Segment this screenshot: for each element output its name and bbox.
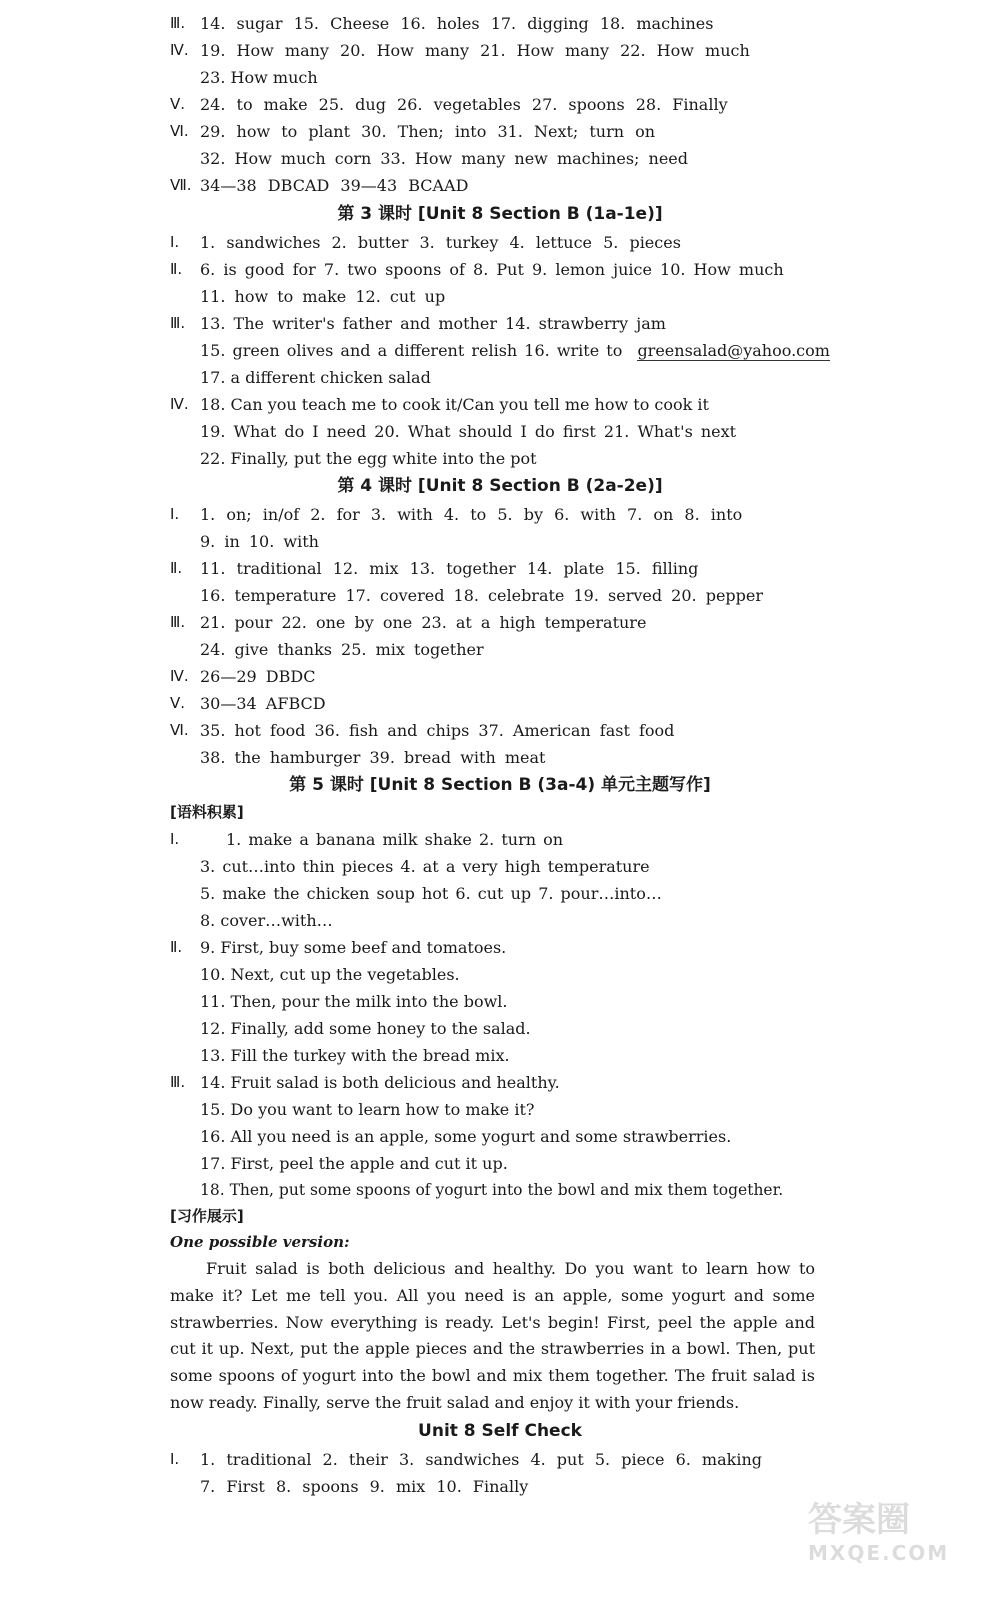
- answer-text: 9. in 10. with: [200, 532, 319, 551]
- answer-row: [0, 1015, 1000, 1042]
- answer-text: 23. How much: [200, 68, 318, 87]
- answer-text: [200, 337, 838, 364]
- answer-text: 18. Then, put some spoons of yogurt into the bowl and mix them together.: [200, 1181, 784, 1199]
- lesson-3-heading: 第 3 课时 [Unit 8 Section B (1a-1e)]: [337, 204, 663, 224]
- answer-text: 1. traditional 2. their 3. sandwiches 4. put 5. piece 6. making: [200, 1450, 762, 1469]
- answer-row: [0, 1123, 1000, 1150]
- one-possible-version-label: One possible version:: [170, 1233, 350, 1251]
- answer-row: [0, 1150, 1000, 1177]
- roman-numeral: Ⅴ.: [170, 694, 186, 712]
- sample-essay: [170, 1256, 815, 1417]
- answer-text: 7. First 8. spoons 9. mix 10. Finally: [200, 1477, 529, 1496]
- roman-numeral: Ⅴ.: [170, 95, 186, 113]
- answer-text: 19. How many 20. How many 21. How many 22. How much: [200, 41, 750, 60]
- answer-text: 13. The writer's father and mother 14. strawberry jam: [200, 314, 666, 333]
- essay-paragraph: Fruit salad is both delicious and healthy. Do you want to learn how to make it? Let me tell you. All you need is an apple, some yogurt and some strawberries. Now everything is ready. Let's begin! First, peel the apple and cut it up. Next, put the apple pieces and the strawberries in a bowl. Then, put some spoons of yogurt into the bowl and mix them together. The fruit salad is now ready. Finally, serve the fruit salad and enjoy it with your friends.: [170, 1259, 815, 1412]
- roman-numeral: Ⅱ.: [170, 938, 183, 956]
- roman-numeral: Ⅰ.: [170, 505, 180, 523]
- answer-row: [0, 501, 1000, 528]
- answer-row: [0, 1446, 1000, 1473]
- answer-row: [0, 744, 1000, 771]
- answer-row: [0, 391, 1000, 418]
- answer-text: 8. cover…with…: [200, 911, 333, 930]
- answer-row: [0, 145, 1000, 172]
- answer-row: [0, 988, 1000, 1015]
- answer-row: [0, 118, 1000, 145]
- answer-text: 9. First, buy some beef and tomatoes.: [200, 938, 507, 957]
- answer-text: 32. How much corn 33. How many new machines; need: [200, 149, 688, 168]
- answer-text: 21. pour 22. one by one 23. at a high temperature: [200, 613, 647, 632]
- answer-row: [0, 1069, 1000, 1096]
- answer-text: 6. is good for 7. two spoons of 8. Put 9. lemon juice 10. How much: [200, 260, 784, 279]
- roman-numeral: Ⅱ.: [170, 559, 183, 577]
- answer-text: 1. make a banana milk shake 2. turn on: [226, 830, 564, 849]
- answer-row: [0, 555, 1000, 582]
- answer-text: 18. Can you teach me to cook it/Can you tell me how to cook it: [200, 395, 709, 414]
- answer-text: 24. to make 25. dug 26. vegetables 27. spoons 28. Finally: [200, 95, 728, 114]
- answer-text: 17. a different chicken salad: [200, 368, 431, 387]
- answer-row: [0, 418, 1000, 445]
- answer-row: [0, 609, 1000, 636]
- answer-row: [0, 880, 1000, 907]
- answer-row: [0, 636, 1000, 663]
- answer-text: 17. First, peel the apple and cut it up.: [200, 1154, 508, 1173]
- self-check-heading: Unit 8 Self Check: [418, 1421, 582, 1441]
- answer-text: 11. traditional 12. mix 13. together 14. plate 15. filling: [200, 559, 699, 578]
- answer-row: [0, 853, 1000, 880]
- answer-text: 10. Next, cut up the vegetables.: [200, 965, 460, 984]
- roman-numeral: Ⅲ.: [170, 1073, 186, 1091]
- answer-text: 30—34 AFBCD: [200, 694, 326, 713]
- answer-row: [0, 445, 1000, 472]
- roman-numeral: Ⅲ.: [170, 14, 186, 32]
- answer-row: [0, 826, 1000, 853]
- answer-row: [0, 229, 1000, 256]
- answer-text: 12. Finally, add some honey to the salad.: [200, 1019, 531, 1038]
- roman-numeral: Ⅳ.: [170, 667, 189, 685]
- answer-row: [0, 961, 1000, 988]
- answer-row: [0, 337, 1000, 364]
- answer-text: 16. All you need is an apple, some yogurt and some strawberries.: [200, 1127, 732, 1146]
- answer-text: 3. cut…into thin pieces 4. at a very high temperature: [200, 857, 650, 876]
- answer-text: 38. the hamburger 39. bread with meat: [200, 748, 546, 767]
- answer-row: [0, 582, 1000, 609]
- roman-numeral: Ⅱ.: [170, 260, 183, 278]
- answer-text: 1. sandwiches 2. butter 3. turkey 4. lettuce 5. pieces: [200, 233, 681, 252]
- answer-text: 19. What do I need 20. What should I do first 21. What's next: [200, 422, 737, 441]
- answer-text: 1. on; in/of 2. for 3. with 4. to 5. by 6. with 7. on 8. into: [200, 505, 743, 524]
- answer-segment: 15. green olives and a different relish 16. write to: [200, 341, 630, 360]
- roman-numeral: Ⅲ.: [170, 613, 186, 631]
- answer-row: [0, 663, 1000, 690]
- answer-row: [0, 690, 1000, 717]
- answer-row: [0, 364, 1000, 391]
- section-label-corpus: [语料积累]: [170, 803, 244, 821]
- answer-text: 24. give thanks 25. mix together: [200, 640, 484, 659]
- roman-numeral: Ⅲ.: [170, 314, 186, 332]
- roman-numeral: Ⅰ.: [170, 830, 180, 848]
- watermark-logo: [808, 1492, 968, 1565]
- email-link[interactable]: greensalad@yahoo.com: [637, 341, 830, 360]
- answer-text: 35. hot food 36. fish and chips 37. American fast food: [200, 721, 675, 740]
- answer-row: [0, 717, 1000, 744]
- answer-row: [0, 310, 1000, 337]
- answer-text: 16. temperature 17. covered 18. celebrate 19. served 20. pepper: [200, 586, 764, 605]
- answer-row: [0, 1042, 1000, 1069]
- answer-text: 14. sugar 15. Cheese 16. holes 17. digging 18. machines: [200, 14, 714, 33]
- answer-row: [0, 64, 1000, 91]
- watermark-text: 答案圈: [808, 1500, 910, 1540]
- answer-row: [0, 172, 1000, 199]
- answer-text: 5. make the chicken soup hot 6. cut up 7. pour…into…: [200, 884, 662, 903]
- answer-row: [0, 934, 1000, 961]
- roman-numeral: Ⅳ.: [170, 395, 189, 413]
- roman-numeral: Ⅳ.: [170, 41, 189, 59]
- answer-text: 11. how to make 12. cut up: [200, 287, 446, 306]
- roman-numeral: Ⅶ.: [170, 176, 192, 194]
- answer-text: 22. Finally, put the egg white into the pot: [200, 449, 537, 468]
- roman-numeral: Ⅵ.: [170, 122, 189, 140]
- section-label-writing: [习作展示]: [170, 1207, 244, 1225]
- answer-text: 11. Then, pour the milk into the bowl.: [200, 992, 508, 1011]
- lesson-4-heading: 第 4 课时 [Unit 8 Section B (2a-2e)]: [337, 476, 663, 496]
- answer-text: 14. Fruit salad is both delicious and healthy.: [200, 1073, 560, 1092]
- answer-text: 13. Fill the turkey with the bread mix.: [200, 1046, 510, 1065]
- answer-text: 15. Do you want to learn how to make it?: [200, 1100, 535, 1119]
- roman-numeral: Ⅵ.: [170, 721, 189, 739]
- roman-numeral: Ⅰ.: [170, 1450, 180, 1468]
- answer-row: [0, 907, 1000, 934]
- lesson-5-heading: 第 5 课时 [Unit 8 Section B (3a-4) 单元主题写作]: [289, 775, 711, 795]
- answer-row: [0, 37, 1000, 64]
- answer-row: [0, 10, 1000, 37]
- watermark-url: MXQE.COM: [808, 1541, 950, 1565]
- answer-text: 29. how to plant 30. Then; into 31. Next; turn on: [200, 122, 656, 141]
- answer-row: [0, 1177, 1000, 1204]
- answer-row: [0, 256, 1000, 283]
- answer-row: [0, 528, 1000, 555]
- answer-row: [0, 91, 1000, 118]
- answer-row: [0, 283, 1000, 310]
- roman-numeral: Ⅰ.: [170, 233, 180, 251]
- answer-text: 34—38 DBCAD 39—43 BCAAD: [200, 176, 469, 195]
- answer-row: [0, 1096, 1000, 1123]
- answer-text: 26—29 DBDC: [200, 667, 316, 686]
